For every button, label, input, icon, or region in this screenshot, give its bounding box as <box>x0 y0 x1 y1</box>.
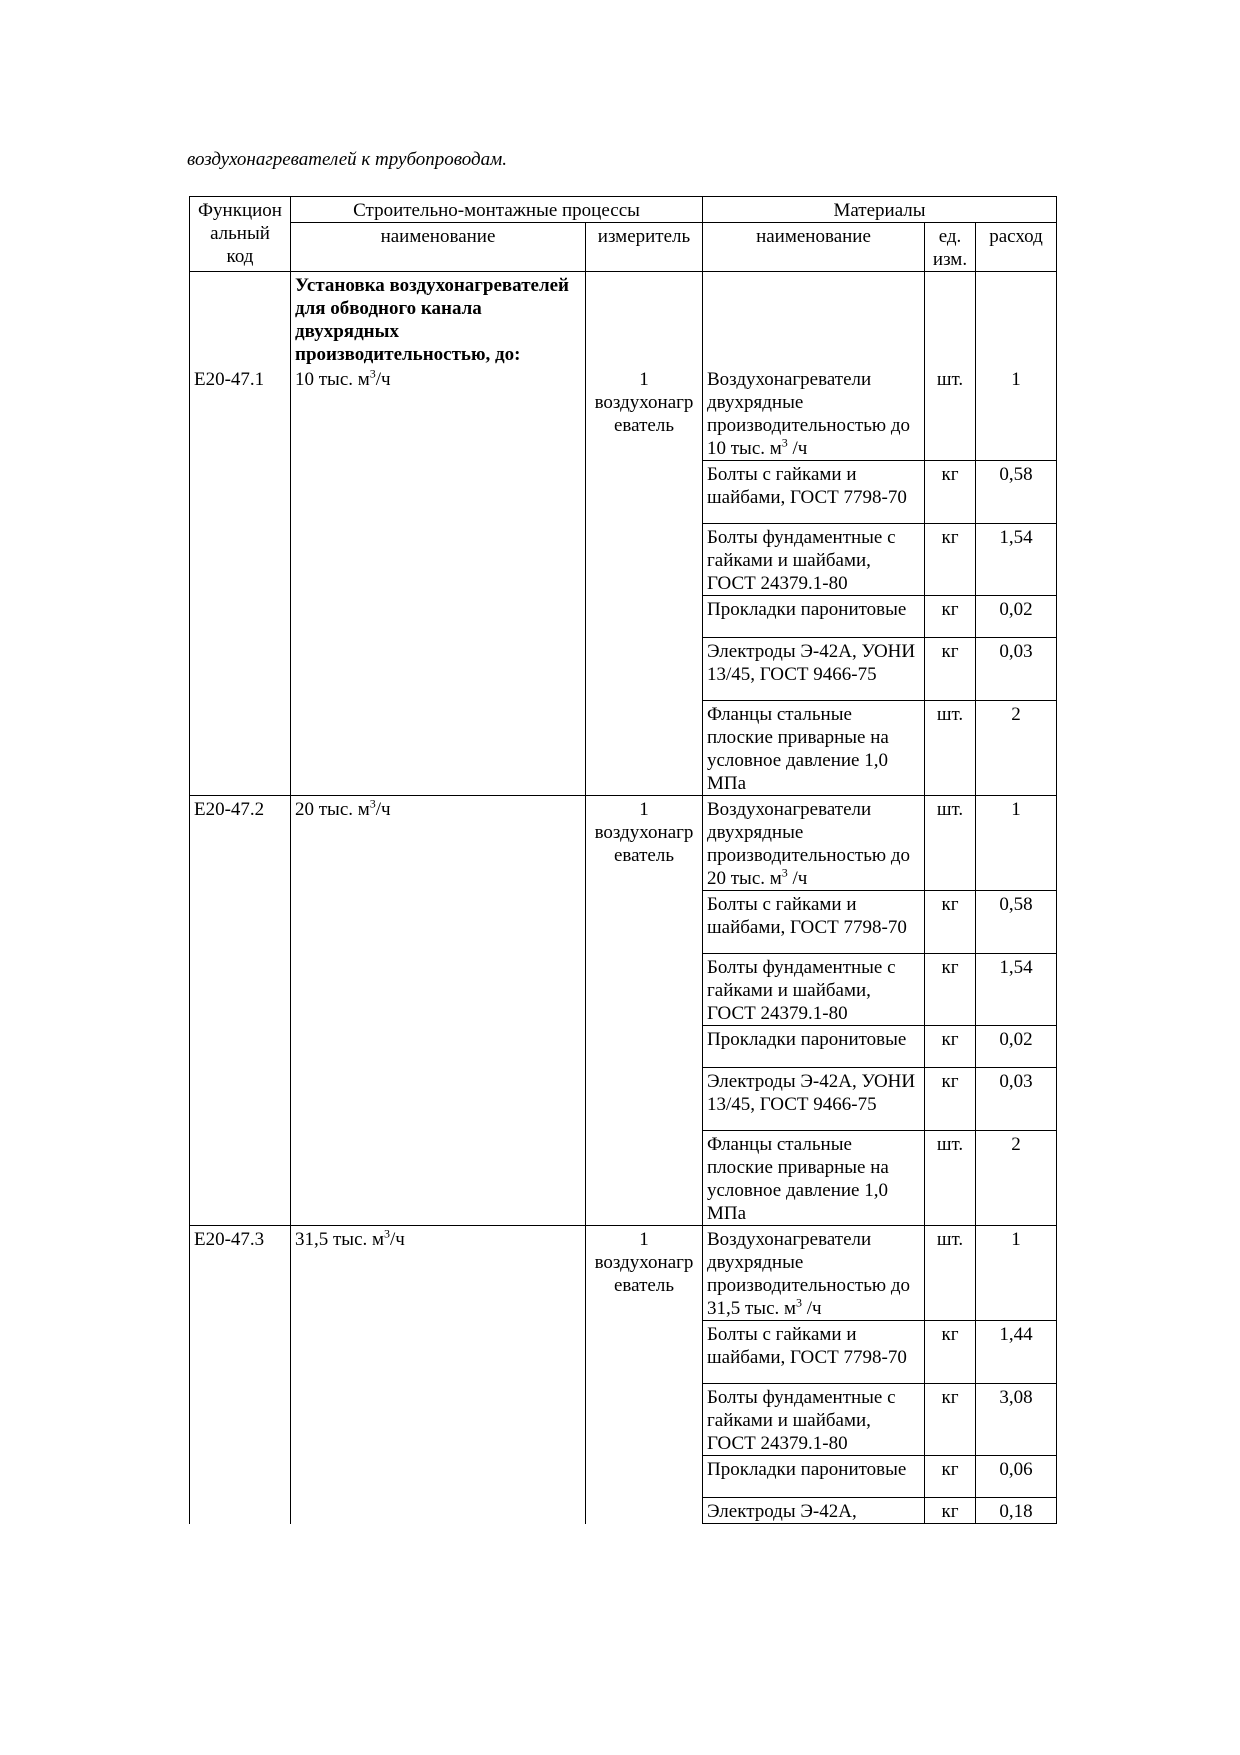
material-name: Воздухонагреватели двухрядные производительностью до 20 тыс. $м^3$ /ч <box>703 796 925 891</box>
section-empty-cell <box>925 272 976 367</box>
material-rate: 0,18 <box>976 1498 1057 1524</box>
material-rate: 1,44 <box>976 1321 1057 1384</box>
material-unit: кг <box>925 1498 976 1524</box>
material-rate: 0,03 <box>976 638 1057 701</box>
material-unit: кг <box>925 1068 976 1131</box>
header-proc-unit: измеритель <box>586 223 703 272</box>
function-code: Е20-47.2 <box>190 796 291 1226</box>
material-rate: 2 <box>976 1131 1057 1226</box>
function-code: Е20-47.1 <box>190 366 291 796</box>
material-name: Прокладки паронитовые <box>703 1456 925 1498</box>
material-rate: 1 <box>976 1226 1057 1321</box>
process-name: 10 тыс. $м^3/ч$ <box>291 366 586 796</box>
table-row <box>190 1226 1057 1321</box>
process-meter: 1 воздухонагр еватель <box>586 1226 703 1524</box>
material-unit: кг <box>925 461 976 524</box>
table-row <box>190 796 1057 891</box>
process-name: 20 тыс. $м^3/ч$ <box>291 796 586 1226</box>
material-rate: 2 <box>976 701 1057 796</box>
material-name: Болты с гайками и шайбами, ГОСТ 7798-70 <box>703 461 925 524</box>
material-rate: 0,58 <box>976 461 1057 524</box>
material-name: Фланцы стальные плоские приварные на условное давление 1,0 МПа <box>703 701 925 796</box>
process-meter: 1 воздухонагр еватель <box>586 366 703 796</box>
material-unit: кг <box>925 638 976 701</box>
norms-table <box>189 196 1057 1524</box>
material-unit: шт. <box>925 1226 976 1321</box>
function-code: Е20-47.3 <box>190 1226 291 1524</box>
material-rate: 0,03 <box>976 1068 1057 1131</box>
section-code-cell <box>190 272 291 367</box>
material-unit: кг <box>925 1321 976 1384</box>
material-name: Болты фундаментные с гайками и шайбами, ГОСТ 24379.1-80 <box>703 954 925 1026</box>
material-unit: кг <box>925 1456 976 1498</box>
material-name: Воздухонагреватели двухрядные производительностью до 31,5 тыс. $м^3$ /ч <box>703 1226 925 1321</box>
material-unit: шт. <box>925 366 976 461</box>
material-unit: кг <box>925 891 976 954</box>
header-proc-name: наименование <box>291 223 586 272</box>
material-rate: 0,02 <box>976 596 1057 638</box>
process-name: 31,5 тыс. $м^3/ч$ <box>291 1226 586 1524</box>
superscript-3: 3 <box>384 1226 391 1241</box>
material-rate: 0,02 <box>976 1026 1057 1068</box>
material-rate: 0,58 <box>976 891 1057 954</box>
material-unit: кг <box>925 954 976 1026</box>
material-unit: шт. <box>925 796 976 891</box>
superscript-3: 3 <box>369 796 376 811</box>
material-name: Болты с гайками и шайбами, ГОСТ 7798-70 <box>703 1321 925 1384</box>
superscript-3: 3 <box>781 435 788 450</box>
material-name: Болты фундаментные с гайками и шайбами, ГОСТ 24379.1-80 <box>703 1384 925 1456</box>
material-rate: 1,54 <box>976 524 1057 596</box>
section-empty-cell <box>586 272 703 367</box>
header-row-1 <box>190 197 1057 223</box>
material-unit: кг <box>925 524 976 596</box>
material-name: Болты фундаментные с гайками и шайбами, ГОСТ 24379.1-80 <box>703 524 925 596</box>
material-unit: кг <box>925 1026 976 1068</box>
material-name: Фланцы стальные плоские приварные на условное давление 1,0 МПа <box>703 1131 925 1226</box>
material-name: Болты с гайками и шайбами, ГОСТ 7798-70 <box>703 891 925 954</box>
material-name: Электроды Э-42А, УОНИ 13/45, ГОСТ 9466-75 <box>703 638 925 701</box>
section-empty-cell <box>976 272 1057 367</box>
table-body <box>190 272 1057 1524</box>
header-mat-name: наименование <box>703 223 925 272</box>
intro-text: воздухонагревателей к трубопроводам. <box>187 149 508 170</box>
process-meter: 1 воздухонагр еватель <box>586 796 703 1226</box>
material-unit: кг <box>925 596 976 638</box>
material-rate: 1 <box>976 366 1057 461</box>
material-rate: 0,06 <box>976 1456 1057 1498</box>
material-name: Прокладки паронитовые <box>703 596 925 638</box>
header-materials: Материалы <box>703 197 1057 223</box>
section-title-row <box>190 272 1057 367</box>
header-code: Функцион альный код <box>190 197 291 272</box>
header-row-2 <box>190 223 1057 272</box>
header-processes: Строительно-монтажные процессы <box>291 197 703 223</box>
superscript-3: 3 <box>781 865 788 880</box>
superscript-3: 3 <box>796 1295 803 1310</box>
material-rate: 1 <box>976 796 1057 891</box>
table-row <box>190 366 1057 461</box>
material-unit: кг <box>925 1384 976 1456</box>
material-rate: 1,54 <box>976 954 1057 1026</box>
section-title: Установка воздухонагревателей для обводного канала двухрядных производительностью, до: <box>291 272 586 367</box>
header-mat-rate: расход <box>976 223 1057 272</box>
material-name: Электроды Э-42А, УОНИ 13/45, ГОСТ 9466-75 <box>703 1068 925 1131</box>
superscript-3: 3 <box>369 366 376 381</box>
material-unit: шт. <box>925 701 976 796</box>
header-mat-unit: ед. изм. <box>925 223 976 272</box>
material-name: Электроды Э-42А, <box>703 1498 925 1524</box>
material-name: Прокладки паронитовые <box>703 1026 925 1068</box>
material-rate: 3,08 <box>976 1384 1057 1456</box>
section-empty-cell <box>703 272 925 367</box>
material-name: Воздухонагреватели двухрядные производительностью до 10 тыс. $м^3$ /ч <box>703 366 925 461</box>
material-unit: шт. <box>925 1131 976 1226</box>
